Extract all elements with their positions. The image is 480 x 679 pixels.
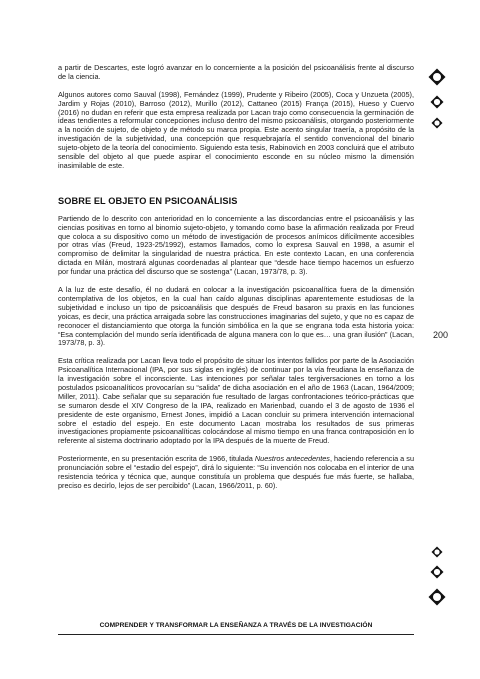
diamond-ornament-icon — [430, 565, 444, 579]
diamond-ornament-icon — [431, 546, 443, 558]
section-heading: SOBRE EL OBJETO EN PSICOANÁLISIS — [58, 195, 238, 206]
diamond-ornament-icon — [430, 95, 444, 109]
diamond-ornament-icon — [431, 117, 443, 129]
diamond-ornament-icon — [428, 68, 446, 86]
paragraph: A la luz de este desafío, él no dudará en colocar a la investigación psicoanalítica fuera de la dimensión contemplativa de los objetos, en la cual han caído algunas disciplinas aparentemente estudiosas de la subjetividad e incluso un tipo de psicoanálisis que después de Freud basaron su praxis en las funciones yoicas, es decir, una práctica arraigada sobre las construcciones imaginarias del sujeto, y que no es capaz de reconocer el distanciamiento que otorga la función simbólica en la que se engrana toda esta historia yoica: “Esa contemplación del mundo sería identificada de alguna manera con lo que es… una gran ilusión” (Lacan, 1973/78, p. 3). — [58, 285, 414, 348]
body-text-column — [58, 64, 414, 500]
cited-title: Nuestros antecedentes — [254, 454, 330, 464]
running-footer: COMPRENDER Y TRANSFORMAR LA ENSEÑANZA A TRAVÉS DE LA INVESTIGACIÓN — [99, 622, 373, 629]
diamond-ornament-icon — [428, 588, 446, 606]
paragraph: Algunos autores como Sauval (1998), Fernández (1999), Prudente y Ribeiro (2005), Coca y Unzueta (2005), Jardim y Rojas (2010), Barroso (2012), Murillo (2012), Cattaneo (2015) França (2015), Hueso y Cuervo (2016) no dudan en referir que esta empresa realizada por Lacan trajo como consecuencia la germinación de ideas tendientes a reformular concepciones incluso dentro del mismo psicoanálisis, otorgando posteriormente a la noción de sujeto, de objeto y de método su marca propia. Este acento singular traería, a propósito de la investigación de la subjetividad, una concepción que resquebrajaría el sentido convencional del binario sujeto-objeto de la teoría del conocimiento. Siguiendo esta tesis, Rabinovich en 2003 concluirá que el atributo sensible del objeto al que puede aspirar el conocimiento esconde en su núcleo mismo la dimensión inasimilable de este. — [58, 89, 414, 170]
paragraph: Esta crítica realizada por Lacan lleva todo el propósito de situar los intentos fallidos por parte de la Asociación Psicoanalítica Internacional (IPA, por sus siglas en inglés) de continuar por la vía freudiana la enseñanza de la investigación sobre el inconsciente. Las intenciones por señalar tales tergiversaciones en torno a los postulados psicoanalíticos provocarían su “salida” de dicha asociación en el año de 1963 (Lacan, 1964/2009; Miller, 2011). Cabe señalar que su separación fue resultado de largas confrontaciones teórico-prácticas que se sumaron desde el XIV Congreso de la IPA, realizado en Marienbad, cuando el 3 de agosto de 1936 el presidente de este organismo, Ernest Jones, impidió a Lacan concluir su primera intervención internacional sobre el estadio del espejo. En este documento Lacan mostraba los resultados de sus primeras investigaciones propiamente psicoanalíticas colocándose al mismo tiempo en una franca contraposición en lo referente al sistema doctrinario adoptado por la IPA después de la muerte de Freud. — [58, 356, 414, 446]
paragraph-text: , haciendo referencia a su pronunciación sobre el “estadio del espejo”, dirá lo siguiente: “Su invención nos colocaba en el interior de una resistencia teórica y técnica que, aunque constituía un problema que después fue más fuerte, se hallaba, preciso es decirlo, lejos de ser percibido” (Lacan, 1966/2011, p. 60). — [58, 454, 414, 490]
paragraph — [58, 455, 414, 491]
page-number: 200 — [433, 330, 449, 340]
paragraph: Partiendo de lo descrito con anterioridad en lo concerniente a las discordancias entre el psicoanálisis y las ciencias positivas en torno al binomio sujeto-objeto, y tomando como base la afirmación realizada por Freud que coloca a su dispositivo como un método de investigación de procesos anímicos difícilmente accesibles por otras vías (Freud, 1923-25/1992), estamos llamados, como lo expresa Sauval en 1998, a asumir el compromiso de delimitar la singularidad de nuestra práctica. En este contexto Lacan, en una conferencia dictada en Milán, mostrará algunas coordenadas al plantear que “desde hace tiempo hacemos un esfuerzo por fundar una práctica del discurso que se sostenga” (Lacan, 1973/78, p. 3). — [58, 213, 414, 277]
footer-rule — [58, 634, 414, 635]
paragraph: a partir de Descartes, este logró avanzar en lo concerniente a la posición del psicoanálisis frente al discurso de la ciencia. — [58, 63, 414, 81]
paragraph-text: Posteriormente, en su presentación escrita de 1966, titulada — [58, 454, 255, 464]
